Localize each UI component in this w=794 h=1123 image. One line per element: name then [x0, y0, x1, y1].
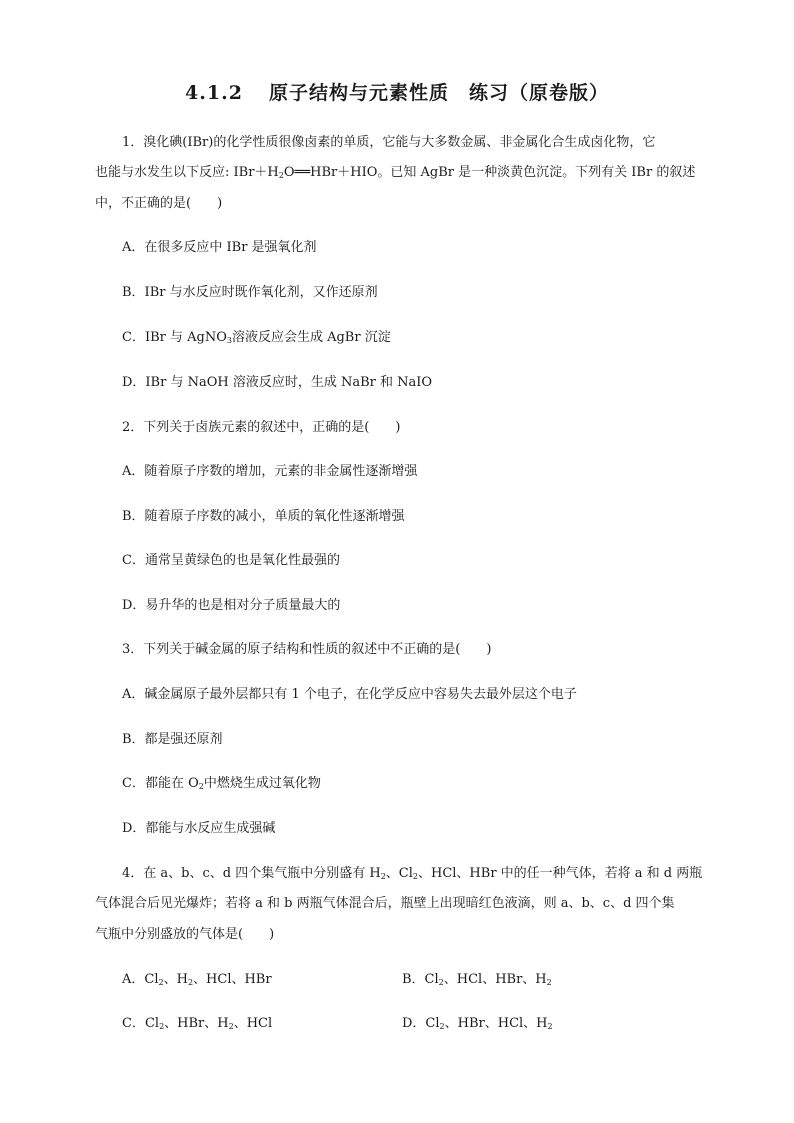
- q4-b-p1: B．Cl: [402, 972, 439, 987]
- q1-option-a: A．在很多反应中 IBr 是强氧化剂: [122, 240, 317, 255]
- q4-d-s2: 2: [547, 1022, 553, 1031]
- q3-option-c: [122, 774, 321, 794]
- q2-option-b: B．随着原子序数的减小，单质的氧化性逐渐增强: [122, 509, 405, 524]
- q4-d-s1: 2: [439, 1022, 445, 1031]
- q3-stem: 3．下列关于碱金属的原子结构和性质的叙述中不正确的是( ): [122, 642, 492, 657]
- q4-a-p1: A．Cl: [122, 972, 159, 987]
- q1-c-sub: 3: [226, 336, 232, 345]
- q4-stem-line-3: 气瓶中分别盛放的气体是( ): [95, 927, 275, 942]
- q1-stem-line-2: [95, 163, 695, 183]
- title-text: 原子结构与元素性质 练习（原卷版）: [268, 82, 609, 104]
- q4-c-s1: 2: [159, 1022, 165, 1031]
- q3-option-d: D．都能与水反应生成强碱: [122, 821, 276, 836]
- q3-option-b: B．都是强还原剂: [122, 732, 223, 747]
- section-number: 4.1.2: [185, 82, 243, 104]
- q1-l2-part-b: O══HBr＋HIO。已知 AgBr 是一种淡黄色沉淀。下列有关 IBr 的叙述: [283, 165, 696, 180]
- q4-l1-part-c: 、HCl、HBr 中的任一种气体，若将 a 和 d 两瓶: [417, 866, 703, 881]
- q4-l1-sub-2: 2: [412, 872, 418, 881]
- q4-l1-part-a: 4．在 a、b、c、d 四个集气瓶中分别盛有 H: [122, 866, 381, 881]
- q4-b-s1: 2: [438, 978, 444, 987]
- q4-stem-line-1: [122, 864, 702, 884]
- q4-l1-sub-1: 2: [380, 872, 386, 881]
- page-title: [0, 78, 794, 105]
- q4-b-p2: 、HCl、HBr、H: [443, 972, 547, 987]
- q4-c-p1: C．Cl: [122, 1016, 160, 1031]
- q3-option-a: A．碱金属原子最外层都只有 1 个电子，在化学反应中容易失去最外层这个电子: [122, 687, 577, 702]
- q1-option-c: [122, 328, 391, 348]
- q4-stem-line-2: 气体混合后见光爆炸；若将 a 和 b 两瓶气体混合后，瓶壁上出现暗红色液滴，则 a、b、c、d 四个集: [95, 896, 675, 911]
- q3-c-part-a: C．都能在 O: [122, 776, 199, 791]
- q4-l1-part-b: 、Cl: [385, 866, 413, 881]
- q2-option-a: A．随着原子序数的增加，元素的非金属性逐渐增强: [122, 464, 418, 479]
- q4-c-p2: 、HBr、H: [164, 1016, 229, 1031]
- q2-option-c: C．通常呈黄绿色的也是氧化性最强的: [122, 553, 340, 568]
- q4-option-a: [122, 970, 272, 990]
- q4-option-c: [122, 1014, 272, 1034]
- q1-l2-part-a: 也能与水发生以下反应: IBr＋H: [95, 165, 279, 180]
- q4-c-s2: 2: [228, 1022, 234, 1031]
- q4-d-p1: D．Cl: [402, 1016, 440, 1031]
- q4-a-s2: 2: [187, 978, 194, 987]
- q4-c-p3: 、HCl: [233, 1016, 273, 1031]
- q4-d-p2: 、HBr、HCl、H: [444, 1016, 548, 1031]
- q4-a-p3: 、HCl、HBr: [193, 972, 272, 987]
- q4-a-p2: 、H: [163, 972, 188, 987]
- q3-c-sub: 2: [198, 782, 204, 791]
- q1-c-part-a: C．IBr 与 AgNO: [122, 330, 227, 345]
- q1-option-b: B．IBr 与水反应时既作氧化剂，又作还原剂: [122, 285, 378, 300]
- q4-b-s2: 2: [546, 978, 552, 987]
- q1-stem-line-1: 1．溴化碘(IBr)的化学性质很像卤素的单质，它能与大多数金属、非金属化合生成卤化物，它: [122, 135, 656, 150]
- q3-c-part-b: 中燃烧生成过氧化物: [203, 776, 321, 791]
- q4-option-d: [402, 1014, 553, 1034]
- q4-option-b: [402, 970, 552, 990]
- q1-l2-sub: 2: [278, 171, 284, 180]
- q2-option-d: D．易升华的也是相对分子质量最大的: [122, 598, 341, 613]
- q1-stem-line-3: 中，不正确的是( ): [95, 196, 223, 211]
- q1-option-d: D．IBr 与 NaOH 溶液反应时，生成 NaBr 和 NaIO: [122, 375, 433, 390]
- q4-a-s1: 2: [158, 978, 164, 987]
- q1-c-part-b: 溶液反应会生成 AgBr 沉淀: [231, 330, 391, 345]
- q2-stem: 2．下列关于卤族元素的叙述中，正确的是( ): [122, 420, 401, 435]
